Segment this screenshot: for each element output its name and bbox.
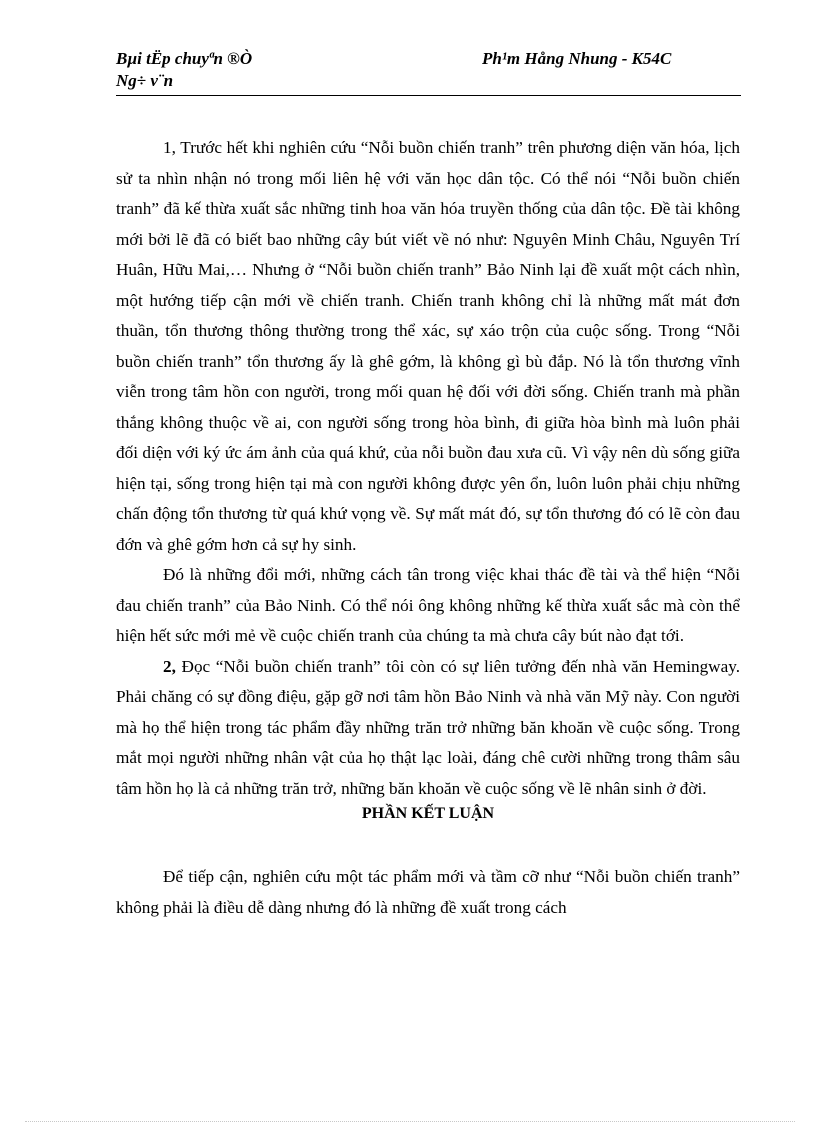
header-course-line2: Ng÷ v¨n — [116, 71, 174, 90]
paragraph-1 — [116, 133, 740, 560]
paragraph-4: Để tiếp cận, nghiên cứu một tác phẩm mới và tầm cỡ như “Nỗi buồn chiến tranh” không phải là điều dễ dàng nhưng đó là những đề xuất trong cách — [116, 867, 740, 917]
document-body — [116, 133, 740, 923]
paragraph-3-number: 2, — [163, 656, 176, 676]
paragraph-1-number: 1, — [163, 138, 176, 157]
paragraph-1-text: Trước hết khi nghiên cứu “Nỗi buồn chiến tranh” trên phương diện văn hóa, lịch sử ta nhìn nhận nó trong mối liên hệ với văn học dân tộc. Có thể nói “Nỗi buồn chiến tranh” đã kế thừa xuất sắc những tinh hoa văn hóa truyền thống của dân tộc. Đề tài không mới bởi lẽ đã có biết bao những cây bút viết về nó như: Nguyên Minh Châu, Nguyên Trí Huân, Hữu Mai,… Nhưng ở “Nỗi buồn chiến tranh” Bảo Ninh lại đề xuất một cách nhìn, một hướng tiếp cận mới về chiến tranh. Chiến tranh không chỉ là những mất mát đơn thuần, tổn thương thông thường trong thể xác, sự xáo trộn của cuộc sống. Trong “Nỗi buồn chiến tranh” tổn thương ấy là ghê gớm, là không gì bù đắp. Nó là tổn thương vĩnh viễn trong tâm hồn con người, trong mối quan hệ đối với đời sống. Chiến tranh mà phần thắng không thuộc về ai, con người sống trong hòa bình, đi giữa hòa bình mà luôn phải đối diện với ký ức ám ảnh của quá khứ, của nỗi buồn đau xưa cũ. Vì vậy nên dù sống giữa hiện tại, sống trong hiện tại mà con người không được yên ổn, luôn luôn phải chịu những chấn động tổn thương từ quá khứ vọng về. Sự mất mát đó, sự tổn thương đó có lẽ còn đau đớn và ghê gớm hơn cả sự hy sinh. — [116, 138, 740, 554]
header-course-line1: Bµi tËp chuyªn ®Ò — [116, 49, 253, 68]
page-bottom-border — [25, 1121, 795, 1122]
header-divider — [116, 95, 741, 96]
paragraph-2: Đó là những đổi mới, những cách tân trong việc khai thác đề tài và thể hiện “Nỗi đau chiến tranh” của Bảo Ninh. Có thể nói ông không những kế thừa xuất sắc mà còn thể hiện hết sức mới mẻ về cuộc chiến tranh của chúng ta mà chưa cây bút nào đạt tới. — [116, 565, 740, 645]
header-author: Ph¹m Hång Nhung - K54C — [482, 49, 672, 68]
paragraph-3 — [116, 652, 740, 805]
paragraph-3-text: Đọc “Nỗi buồn chiến tranh” tôi còn có sự liên tưởng đến nhà văn Hemingway. Phải chăng có sự đồng điệu, gặp gỡ nơi tâm hồn Bảo Ninh và nhà văn Mỹ này. Con người mà họ thể hiện trong tác phẩm đầy những trăn trở những băn khoăn về cuộc sống. Trong mắt mọi người những nhân vật của họ thật lạc loài, đáng chê cười những trong thâm sâu tâm hồn họ là cả những trăn trở, những băn khoăn về cuộc sống về lẽ nhân sinh ở đời. — [116, 656, 740, 798]
section-heading: PHẦN KẾT LUẬN — [361, 805, 495, 822]
section-spacer — [116, 824, 740, 862]
page-header — [116, 48, 740, 92]
